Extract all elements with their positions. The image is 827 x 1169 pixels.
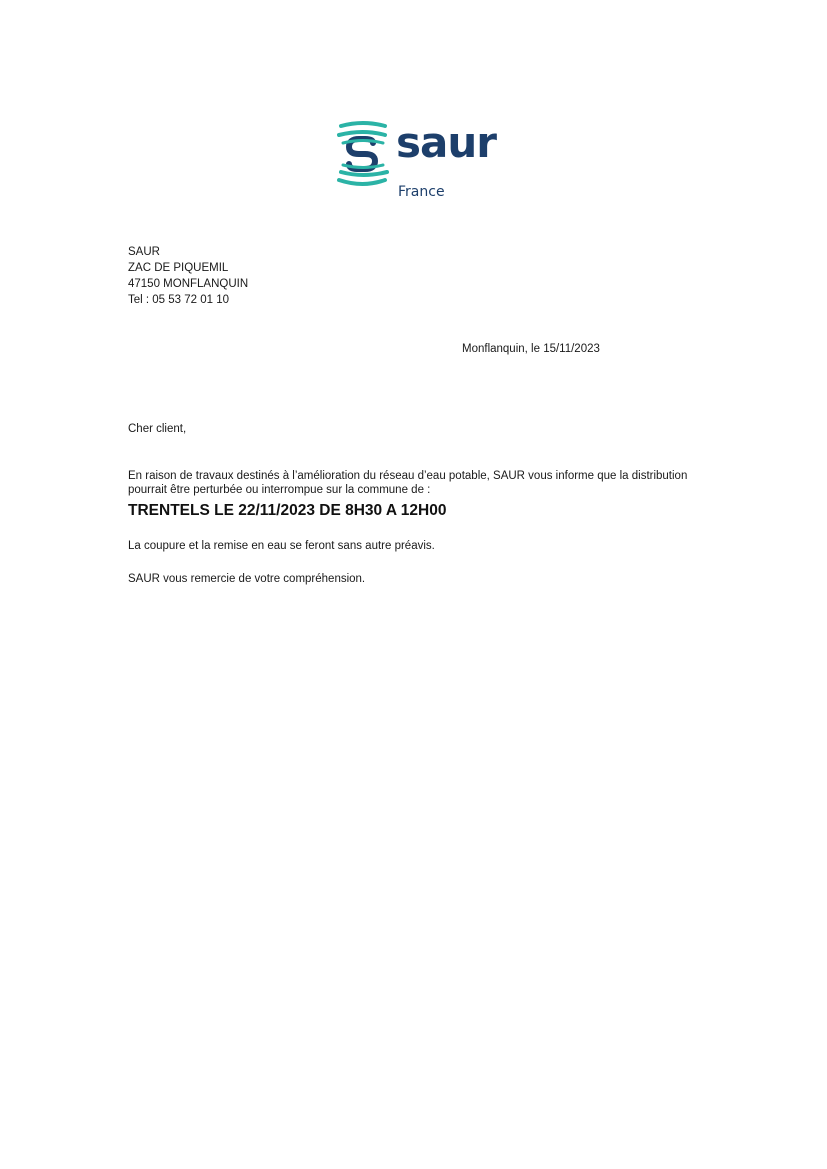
saur-logo [333, 118, 503, 204]
sender-phone: Tel : 05 53 72 01 10 [128, 294, 230, 306]
sender-city: 47150 MONFLANQUIN [128, 278, 249, 290]
logo-subtitle: France [398, 184, 445, 200]
outage-notice: TRENTELS LE 22/11/2023 DE 8H30 A 12H00 [128, 502, 447, 519]
logo-wordmark: saur [396, 118, 496, 167]
intro-line: pourrait être perturbée ou interrompue sur la commune de : [128, 484, 431, 496]
saur-wave-icon [333, 118, 393, 190]
paragraph-notice: La coupure et la remise en eau se feront sans autre préavis. [128, 540, 435, 552]
greeting: Cher client, [128, 423, 187, 435]
paragraph-thanks: SAUR vous remercie de votre compréhension. [128, 573, 366, 585]
letter-date: Monflanquin, le 15/11/2023 [462, 343, 600, 355]
intro-line: En raison de travaux destinés à l’amélioration du réseau d’eau potable, SAUR vous informe que la distribution [128, 470, 688, 482]
intro-paragraph [128, 469, 718, 497]
sender-name: SAUR [128, 246, 160, 258]
sender-street: ZAC DE PIQUEMIL [128, 262, 229, 274]
sender-address [128, 244, 248, 308]
